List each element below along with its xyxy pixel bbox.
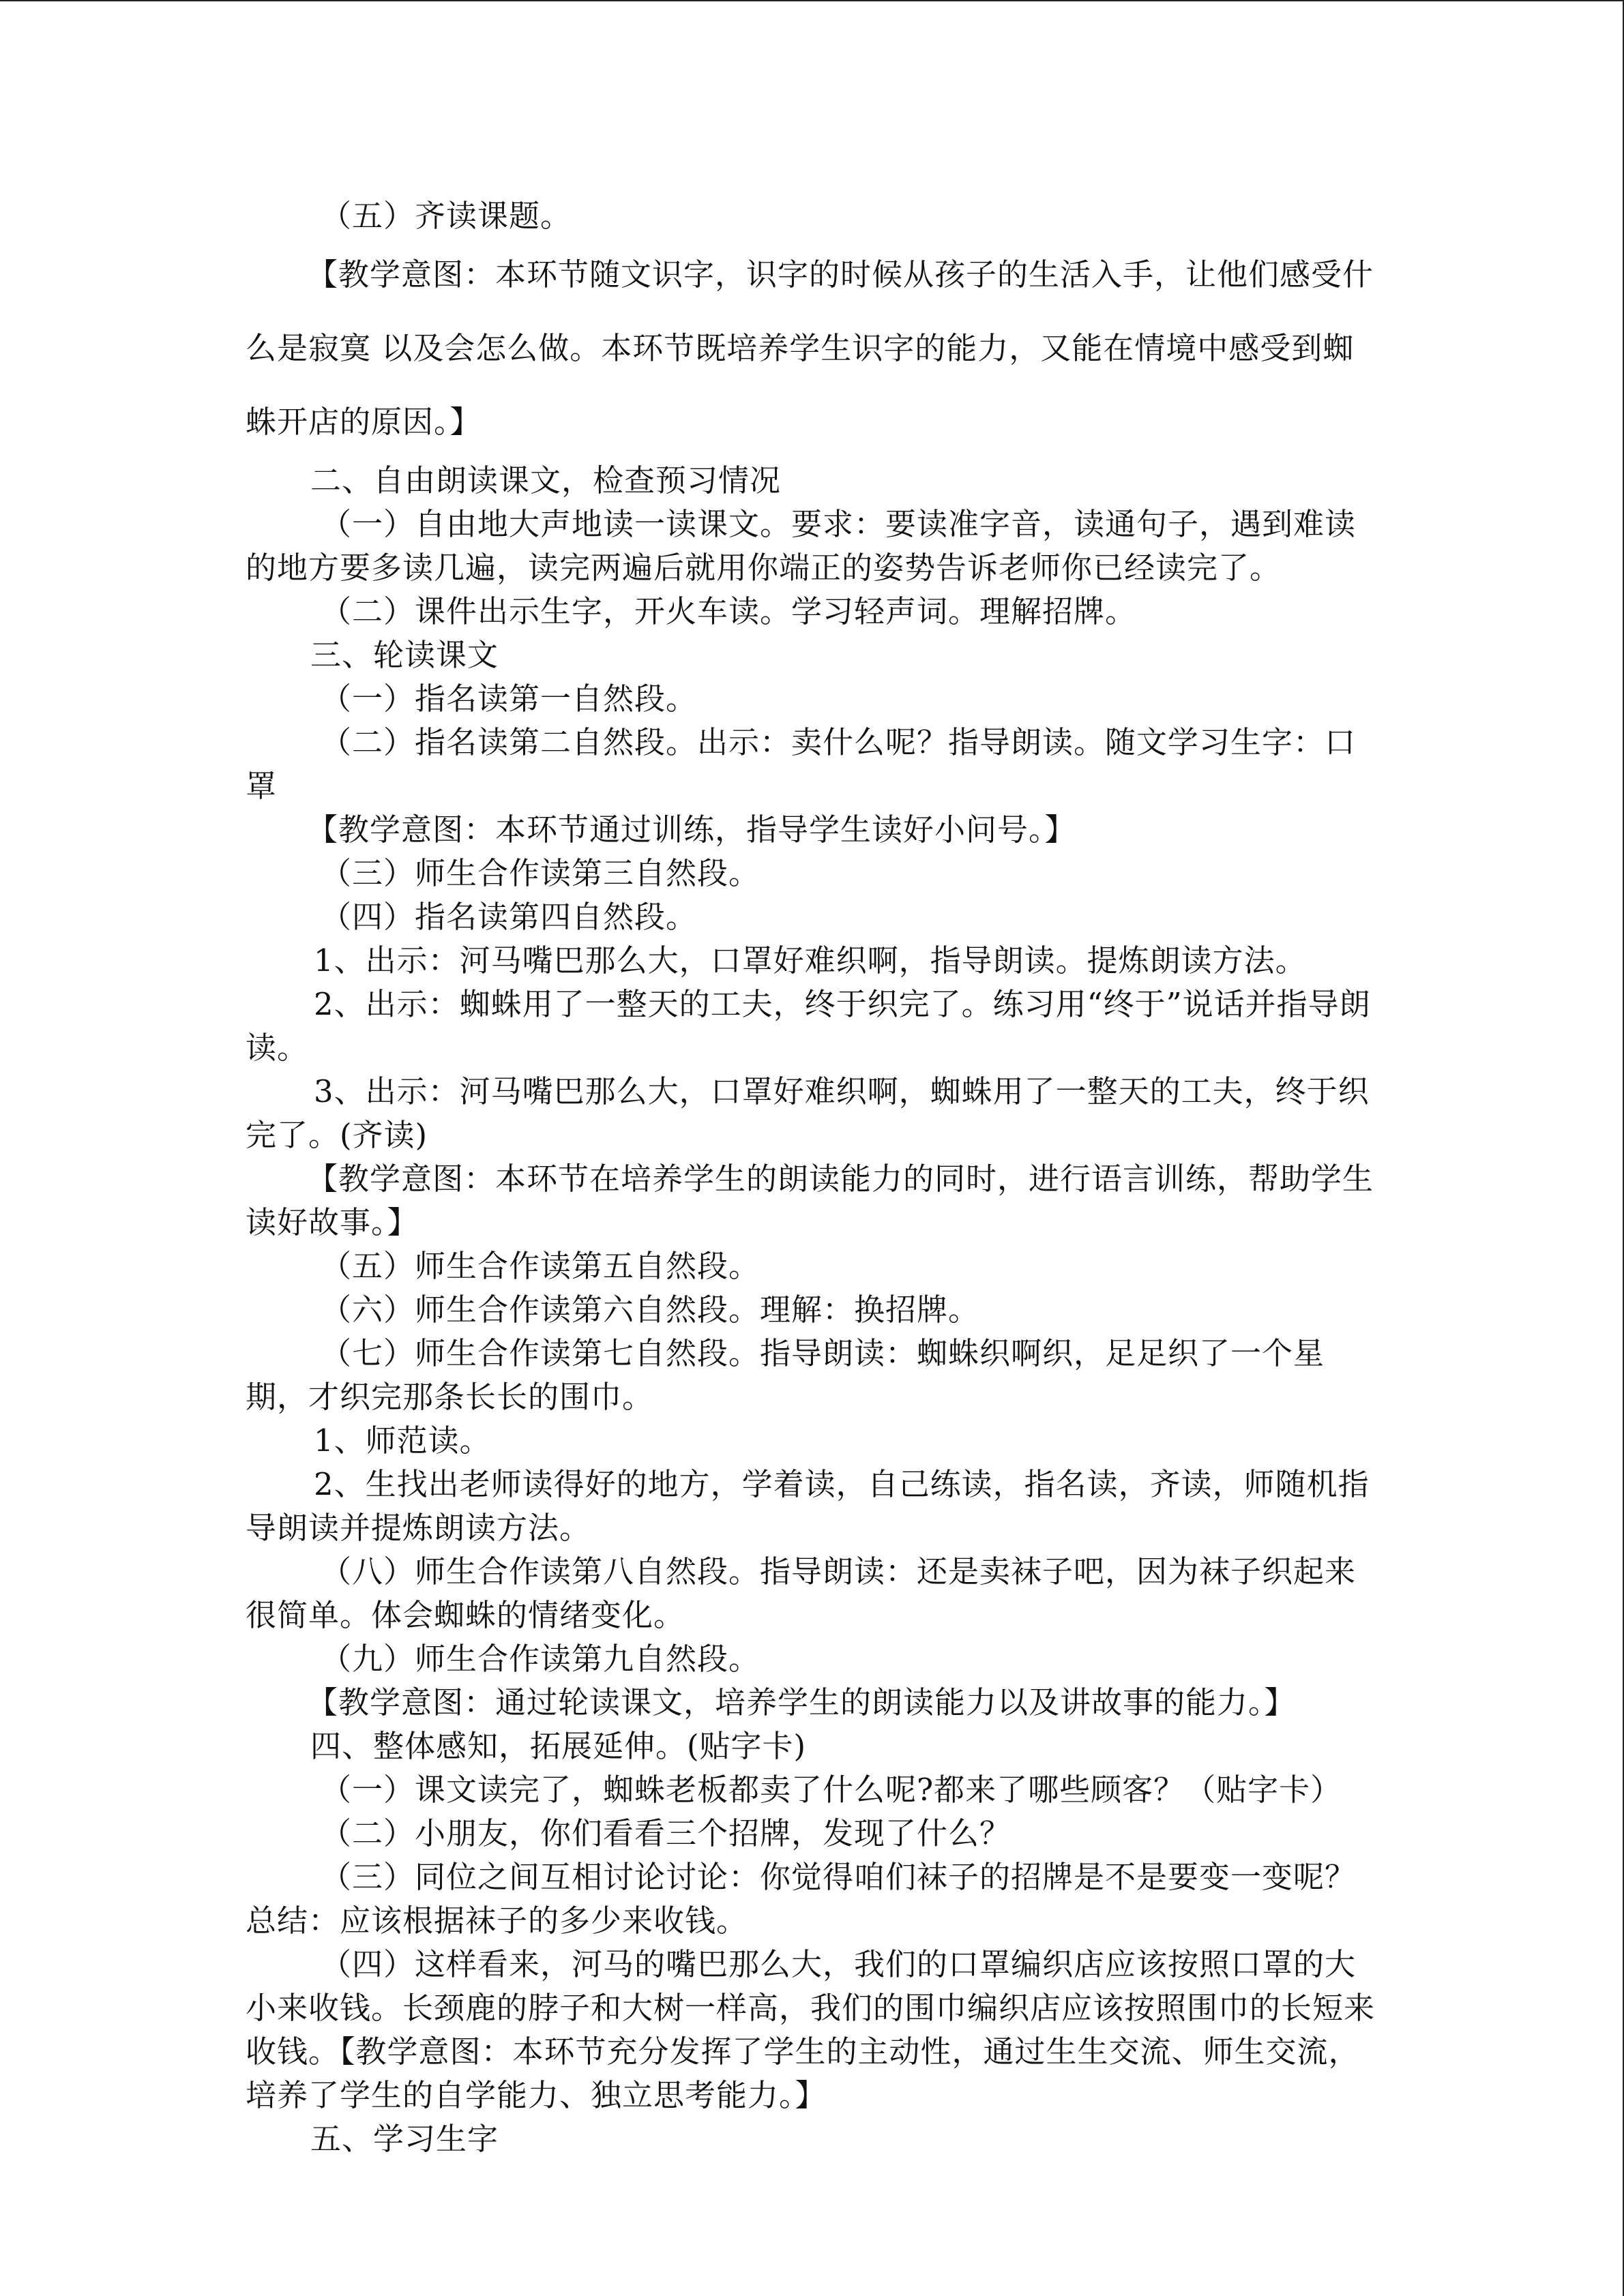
page-border-top — [0, 0, 1624, 1]
paragraph: （三）师生合作读第三自然段。 — [321, 855, 761, 891]
paragraph: （五）齐读课题。 — [321, 198, 572, 234]
paragraph: （七）师生合作读第七自然段。指导朗读：蜘蛛织啊织，足足织了一个星期，才织完那条长长的围巾。 — [246, 1335, 1325, 1415]
paragraph: 【教学意图：通过轮读课文，培养学生的朗读能力以及讲故事的能力。】 — [307, 1684, 1296, 1720]
paragraph: 3、出示：河马嘴巴那么大，口罩好难织啊，蜘蛛用了一整天的工夫，终于织完了。(齐读) — [246, 1073, 1370, 1153]
paragraph: 2、生找出老师读得好的地方，学着读，自己练读，指名读，齐读，师随机指导朗读并提炼朗读方法。 — [246, 1466, 1370, 1546]
paragraph: 五、学习生字 — [310, 2121, 499, 2157]
paragraph: （二）指名读第二自然段。出示：卖什么呢？指导朗读。随文学习生字：口罩 — [246, 724, 1357, 804]
paragraph: （六）师生合作读第六自然段。理解：换招牌。 — [321, 1292, 980, 1328]
paragraph: （二）小朋友，你们看看三个招牌，发现了什么？ — [321, 1815, 1012, 1851]
paragraph: （二）课件出示生字，开火车读。学习轻声词。理解招牌。 — [321, 593, 1137, 629]
paragraph: 【教学意图：本环节在培养学生的朗读能力的同时，进行语言训练，帮助学生读好故事。】 — [246, 1161, 1374, 1240]
paragraph: （八）师生合作读第八自然段。指导朗读：还是卖袜子吧，因为袜子织起来很简单。体会蜘蛛的情绪变化。 — [246, 1553, 1357, 1633]
paragraph: 2、出示：蜘蛛用了一整天的工夫，终于织完了。练习用“终于”说话并指导朗读。 — [246, 986, 1371, 1066]
document-body — [246, 194, 1378, 2161]
paragraph: （一）自由地大声地读一读课文。要求：要读准字音，读通句子，遇到难读的地方要多读几遍，读完两遍后就用你端正的姿势告诉老师你已经读完了。 — [246, 506, 1357, 586]
paragraph: 1、出示：河马嘴巴那么大，口罩好难织啊，指导朗读。提炼朗读方法。 — [314, 942, 1307, 979]
paragraph: 1、师范读。 — [314, 1422, 491, 1459]
paragraph: （四）这样看来，河马的嘴巴那么大，我们的口罩编织店应该按照口罩的大小来收钱。长颈鹿的脖子和大树一样高，我们的围巾编织店应该按照围巾的长短来收钱。【教学意图：本环节充分发挥了学生的主动性，通过生生交流、师生交流，培养了学生的自学能力、独立思考能力。】 — [246, 1946, 1376, 2113]
paragraph: （四）指名读第四自然段。 — [321, 899, 698, 935]
paragraph: （一）指名读第一自然段。 — [321, 681, 698, 717]
paragraph: 二、自由朗读课文，检查预习情况 — [310, 462, 782, 498]
paragraph: （五）师生合作读第五自然段。 — [321, 1248, 761, 1284]
paragraph: 四、整体感知，拓展延伸。(贴字卡) — [310, 1728, 807, 1764]
paragraph: （一）课文读完了，蜘蛛老板都卖了什么呢?都来了哪些顾客？（贴字卡） — [321, 1772, 1342, 1808]
paragraph: 三、轮读课文 — [310, 637, 499, 673]
paragraph: 【教学意图：本环节随文识字，识字的时候从孩子的生活入手，让他们感受什么是寂寞 以及会怎么做。本环节既培养学生识字的能力，又能在情境中感受到蜘蛛开店的原因。】 — [246, 256, 1374, 440]
paragraph: （九）师生合作读第九自然段。 — [321, 1641, 761, 1677]
paragraph: （三）同位之间互相讨论讨论：你觉得咱们袜子的招牌是不是要变一变呢？总结：应该根据袜子的多少来收钱。 — [246, 1859, 1357, 1939]
paragraph: 【教学意图：本环节通过训练，指导学生读好小问号。】 — [307, 811, 1076, 848]
